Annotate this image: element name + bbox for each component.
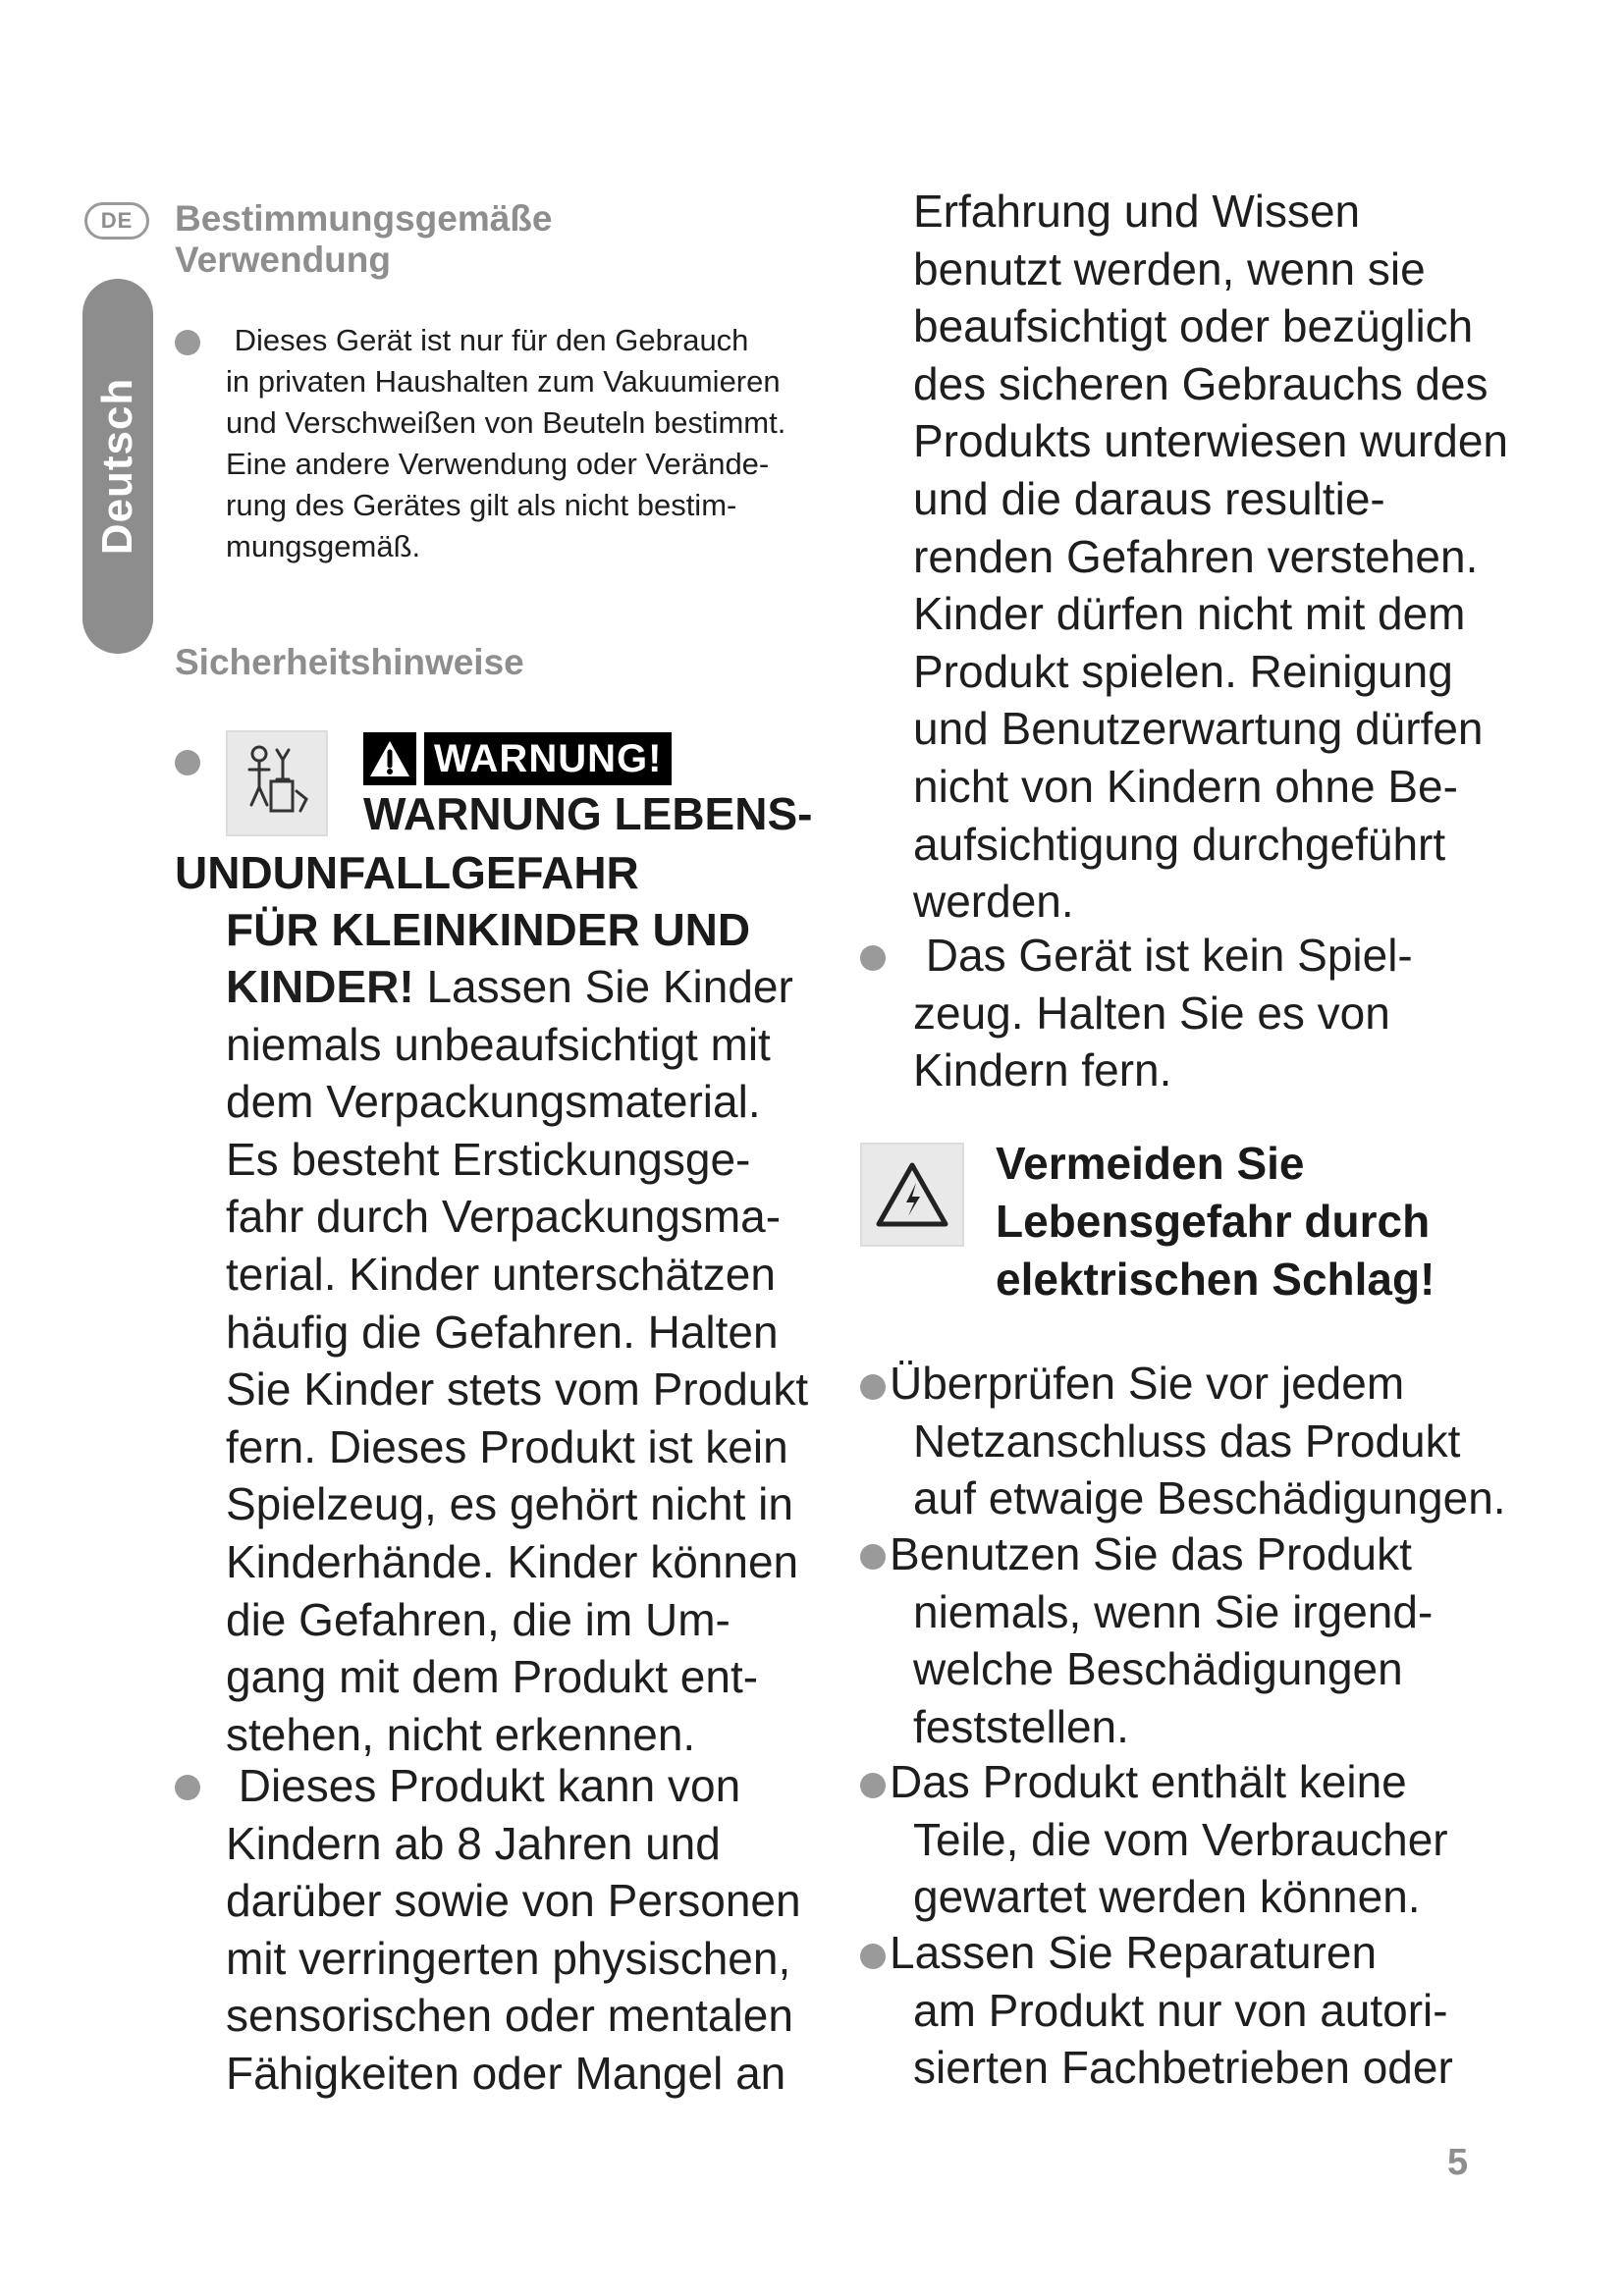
bullet-check-damage: Überprüfen Sie vor jedem Netzanschluss das Produkt auf etwaige Beschädigungen.	[890, 1358, 1506, 1524]
warning-label	[363, 732, 672, 785]
warning-triangle-icon	[363, 732, 416, 785]
section-title-safety: Sicherheitshinweise	[175, 642, 524, 682]
intended-use-text: Dieses Gerät ist nur für den Gebrauch in privaten Haushalten zum Vakuumieren und Verschweißen von Beuteln bestimmt. Eine andere Verwendung oder Verände- rung des Gerätes gilt als nicht bestim- mungsgemäß.	[226, 323, 786, 563]
children-age-text: Dieses Produkt kann von Kindern ab 8 Jahren und darüber sowie von Personen mit verringerten physischen, sensorischen oder mentalen Fähigkeiten oder Mangel an	[226, 1760, 801, 2099]
warning-title-line3: FÜR KLEINKINDER UND	[226, 904, 751, 955]
bullet-icon	[860, 1544, 886, 1570]
toy-warning-text: Das Gerät ist kein Spiel- zeug. Halten Sie es von Kindern fern.	[913, 930, 1413, 1096]
bullet-icon	[175, 330, 200, 355]
bullet-icon	[175, 1775, 200, 1800]
bullet-no-use-if-damaged: Benutzen Sie das Produkt niemals, wenn Sie irgend- welche Beschädigungen feststellen.	[890, 1528, 1434, 1752]
bullet-icon	[860, 945, 886, 971]
language-tab-label: Deutsch	[93, 377, 141, 556]
warning-kinder-bold: KINDER!	[226, 961, 414, 1012]
warning-body: KINDER! Lassen Sie Kinder niemals unbeaufsichtigt mit dem Verpackungsmaterial. Es besteht Erstickungsge- fahr durch Verpackungsma- terial. Kinder unterschätzen häufig die Gefahren. Halten Sie Kinder stets vom Produkt fern. Dieses Produkt ist kein Spielzeug, es gehört nicht in Kinderhände. Kinder können die Gefahren, die im Um- gang mit dem Produkt ent- stehen, nicht erkennen.	[226, 961, 809, 1760]
language-tab	[82, 279, 153, 654]
electric-hazard-icon	[860, 1143, 964, 1247]
warning-title-line2: UNDUNFALLGEFAHR	[175, 847, 639, 898]
section-title-intended-use: Bestimmungsgemäße Verwendung	[175, 198, 553, 280]
language-badge: DE	[84, 202, 149, 240]
bullet-repairs: Lassen Sie Reparaturen am Produkt nur von autori- sierten Fachbetrieben oder	[890, 1927, 1453, 2094]
bullet-icon	[175, 750, 200, 775]
bullet-no-serviceable-parts: Das Produkt enthält keine Teile, die vom Verbraucher gewartet werden können.	[890, 1756, 1448, 1923]
bullet-icon	[860, 1944, 886, 1969]
page-number: 5	[1447, 2142, 1469, 2183]
warning-title-line1: WARNUNG LEBENS-	[363, 788, 813, 839]
continuation-text: Erfahrung und Wissen benutzt werden, wenn sie beaufsichtigt oder bezüglich des sicheren Gebrauchs des Produkts unterwiesen wurden und die daraus resultie- renden Gefahren verstehen. Kinder dürfen nicht mit dem Produkt spielen. Reinigung und Benutzerwartung dürfen nicht von Kindern ohne Be- aufsichtigung durchgeführt werden.	[913, 186, 1508, 928]
bullet-icon	[860, 1374, 886, 1400]
electric-warning-title: Vermeiden Sie Lebensgefahr durch elektrischen Schlag!	[996, 1138, 1435, 1305]
child-hazard-icon	[226, 730, 328, 836]
warning-word: WARNUNG!	[424, 732, 672, 785]
bullet-icon	[860, 1773, 886, 1798]
